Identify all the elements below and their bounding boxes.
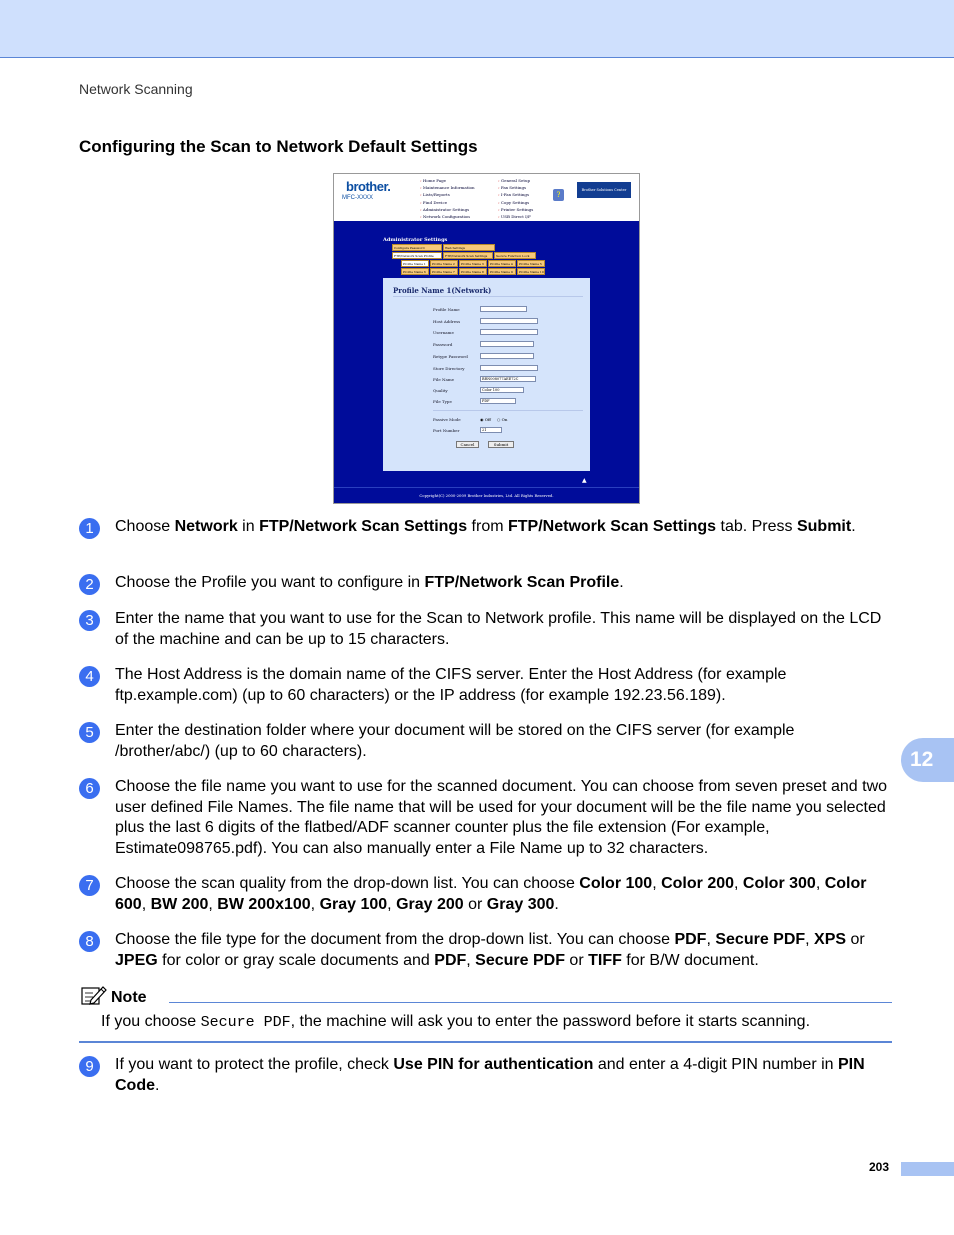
quality-select[interactable]: Color 100	[480, 387, 524, 393]
step-number: 5	[79, 722, 100, 743]
tab[interactable]: Profile Name 5	[517, 260, 545, 267]
nav-item[interactable]: › Copy Settings	[498, 199, 533, 206]
help-icon[interactable]: ?	[553, 189, 564, 201]
nav-item[interactable]: › General Setup	[498, 177, 533, 184]
host-address-input[interactable]	[480, 318, 538, 324]
step-text: Choose Network in FTP/Network Scan Settings from FTP/Network Scan Settings tab. Press Submit.	[115, 518, 856, 535]
step-number: 1	[79, 518, 100, 539]
web-settings-screenshot	[333, 173, 640, 504]
nav-left	[420, 177, 475, 220]
file-name-row: File Name BRN008077AEE72C	[433, 375, 536, 383]
admin-title: Administrator Settings	[383, 237, 448, 243]
chapter-tab: 12	[901, 738, 954, 782]
tab[interactable]: Profile Name 10	[519, 270, 544, 274]
tab-row-3	[401, 260, 545, 267]
nav-item[interactable]: › Printer Settings	[498, 206, 533, 213]
tab[interactable]: Profile Name 3	[459, 260, 487, 267]
step-number: 6	[79, 778, 100, 799]
step-number: 9	[79, 1056, 100, 1077]
panel-title: Profile Name 1(Network)	[393, 286, 492, 295]
page-number: 203	[869, 1160, 890, 1174]
store-directory-row: Store Directory	[433, 364, 538, 372]
note-label: Note	[111, 989, 147, 1006]
submit-button[interactable]: Submit	[488, 441, 514, 448]
step-text: Enter the name that you want to use for the Scan to Network profile. This name will be displayed on the LCD of the machine and can be up to 15 characters.	[115, 610, 882, 648]
tab[interactable]: Profile Name 9	[488, 268, 516, 275]
pencil-note-icon	[81, 984, 107, 1006]
tab[interactable]: Profile Name 8	[459, 268, 487, 275]
tab[interactable]: Profile Name 7	[430, 268, 458, 275]
step-number: 4	[79, 666, 100, 687]
tab-row-4	[401, 268, 545, 275]
section-title: Configuring the Scan to Network Default Settings	[79, 137, 478, 156]
profile-name-input[interactable]	[480, 306, 527, 312]
screenshot-header	[334, 174, 639, 221]
page-marker	[901, 1162, 954, 1176]
nav-item[interactable]: › I-Fax Settings	[498, 191, 533, 198]
store-directory-input[interactable]	[480, 365, 538, 371]
step-number: 7	[79, 875, 100, 896]
profile-name-row: Profile Name	[433, 305, 527, 313]
tab[interactable]: Profile Name 4	[488, 260, 516, 267]
nav-item[interactable]: › Fax Settings	[498, 184, 533, 191]
nav-item[interactable]: › Maintenance Information	[420, 184, 475, 191]
tab-row-2	[392, 252, 536, 259]
tab[interactable]: FTP/Network Scan Settings	[443, 252, 493, 259]
step-text: Choose the file type for the document from the drop-down list. You can choose PDF, Secure PDF, XPS or JPEG for color or gray scale documents and PDF, Secure PDF or TIFF for B/W document.	[115, 931, 865, 969]
nav-item[interactable]: › Home Page	[420, 177, 475, 184]
tab[interactable]: FTP/Network Scan Profile	[392, 252, 442, 259]
file-type-row: File Type PDF	[433, 397, 516, 405]
model-name: MFC-XXXX	[342, 195, 374, 201]
nav-item[interactable]: › Lists/Reports	[420, 191, 475, 198]
tab[interactable]: Profile Name 2	[430, 260, 458, 267]
step-text: Choose the Profile you want to configure in FTP/Network Scan Profile.	[115, 574, 624, 591]
port-number-input[interactable]: 21	[480, 427, 502, 433]
screenshot-footer	[334, 487, 639, 504]
tab[interactable]: Secure Function Lock	[494, 252, 536, 259]
passive-mode-row: Passive Mode ◉ Off ○ On	[433, 416, 508, 422]
nav-item[interactable]: › Administrator Settings	[420, 206, 475, 213]
nav-item[interactable]: › Find Device	[420, 199, 475, 206]
password-row: Password	[433, 340, 534, 348]
top-band	[0, 0, 954, 58]
quality-row: Quality Color 100	[433, 386, 524, 394]
tab[interactable]: Profile Name 1	[401, 260, 429, 267]
tab[interactable]: Web Settings	[443, 244, 495, 251]
file-name-select[interactable]: BRN008077AEE72C	[480, 376, 536, 382]
password-input[interactable]	[480, 341, 534, 347]
brother-logo: brother.	[346, 179, 391, 194]
step-text: The Host Address is the domain name of the CIFS server. Enter the Host Address (for example ftp.example.com) (up to 60 characters) or the IP address (for example 192.23.56.189).	[115, 666, 787, 704]
solutions-center-button[interactable]: Brother Solutions Center	[577, 182, 631, 198]
step-text: Enter the destination folder where your document will be stored on the CIFS server (for example /brother/abc/) (up to 60 characters).	[115, 722, 795, 760]
nav-item[interactable]: › Network Configuration	[420, 213, 475, 220]
profile-panel	[383, 278, 590, 471]
passive-off-radio[interactable]: ◉ Off	[480, 416, 491, 422]
cancel-button[interactable]: Cancel	[456, 441, 479, 448]
file-type-select[interactable]: PDF	[480, 398, 516, 404]
retype-password-row: Retype Password	[433, 352, 534, 360]
username-row: Username	[433, 328, 538, 336]
step-number: 2	[79, 574, 100, 595]
step-number: 3	[79, 610, 100, 631]
host-address-row: Host Address	[433, 317, 538, 325]
step-text: Choose the file name you want to use for the scanned document. You can choose from seven preset and two user defined File Names. The file name that will be used for your document will be the file name you selected plus the last 6 digits of the flatbed/ADF scanner counter plus the file extension (For example, Estimate098765.pdf). You can also manually enter a File Name up to 32 characters.	[115, 778, 888, 857]
nav-right	[498, 177, 533, 220]
scroll-top-icon[interactable]: ▲	[582, 477, 587, 484]
note-text: If you choose Secure PDF, the machine will ask you to enter the password before it starts scanning.	[101, 1013, 811, 1031]
running-header: Network Scanning	[79, 81, 193, 97]
tab-row-1	[392, 244, 495, 251]
retype-password-input[interactable]	[480, 353, 534, 359]
step-number: 8	[79, 931, 100, 952]
tab[interactable]: Profile Name 6	[401, 268, 429, 275]
username-input[interactable]	[480, 329, 538, 335]
step-text: If you want to protect the profile, check Use PIN for authentication and enter a 4-digit PIN number in PIN Code.	[115, 1056, 865, 1094]
copyright: Copyright(C) 2000-2009 Brother Industries, Ltd. All Rights Reserved.	[419, 493, 554, 498]
nav-item[interactable]: › USB Direct I/F	[498, 213, 533, 220]
screenshot-main	[334, 221, 639, 487]
step-text: Choose the scan quality from the drop-down list. You can choose Color 100, Color 200, Color 300, Color 600, BW 200, BW 200x100, Gray 100, Gray 200 or Gray 300.	[115, 875, 867, 913]
tab[interactable]: Configure Password	[392, 244, 442, 251]
port-number-row: Port Number 21	[433, 426, 502, 434]
passive-on-radio[interactable]: ○ On	[496, 416, 508, 422]
note-box	[79, 983, 892, 1043]
